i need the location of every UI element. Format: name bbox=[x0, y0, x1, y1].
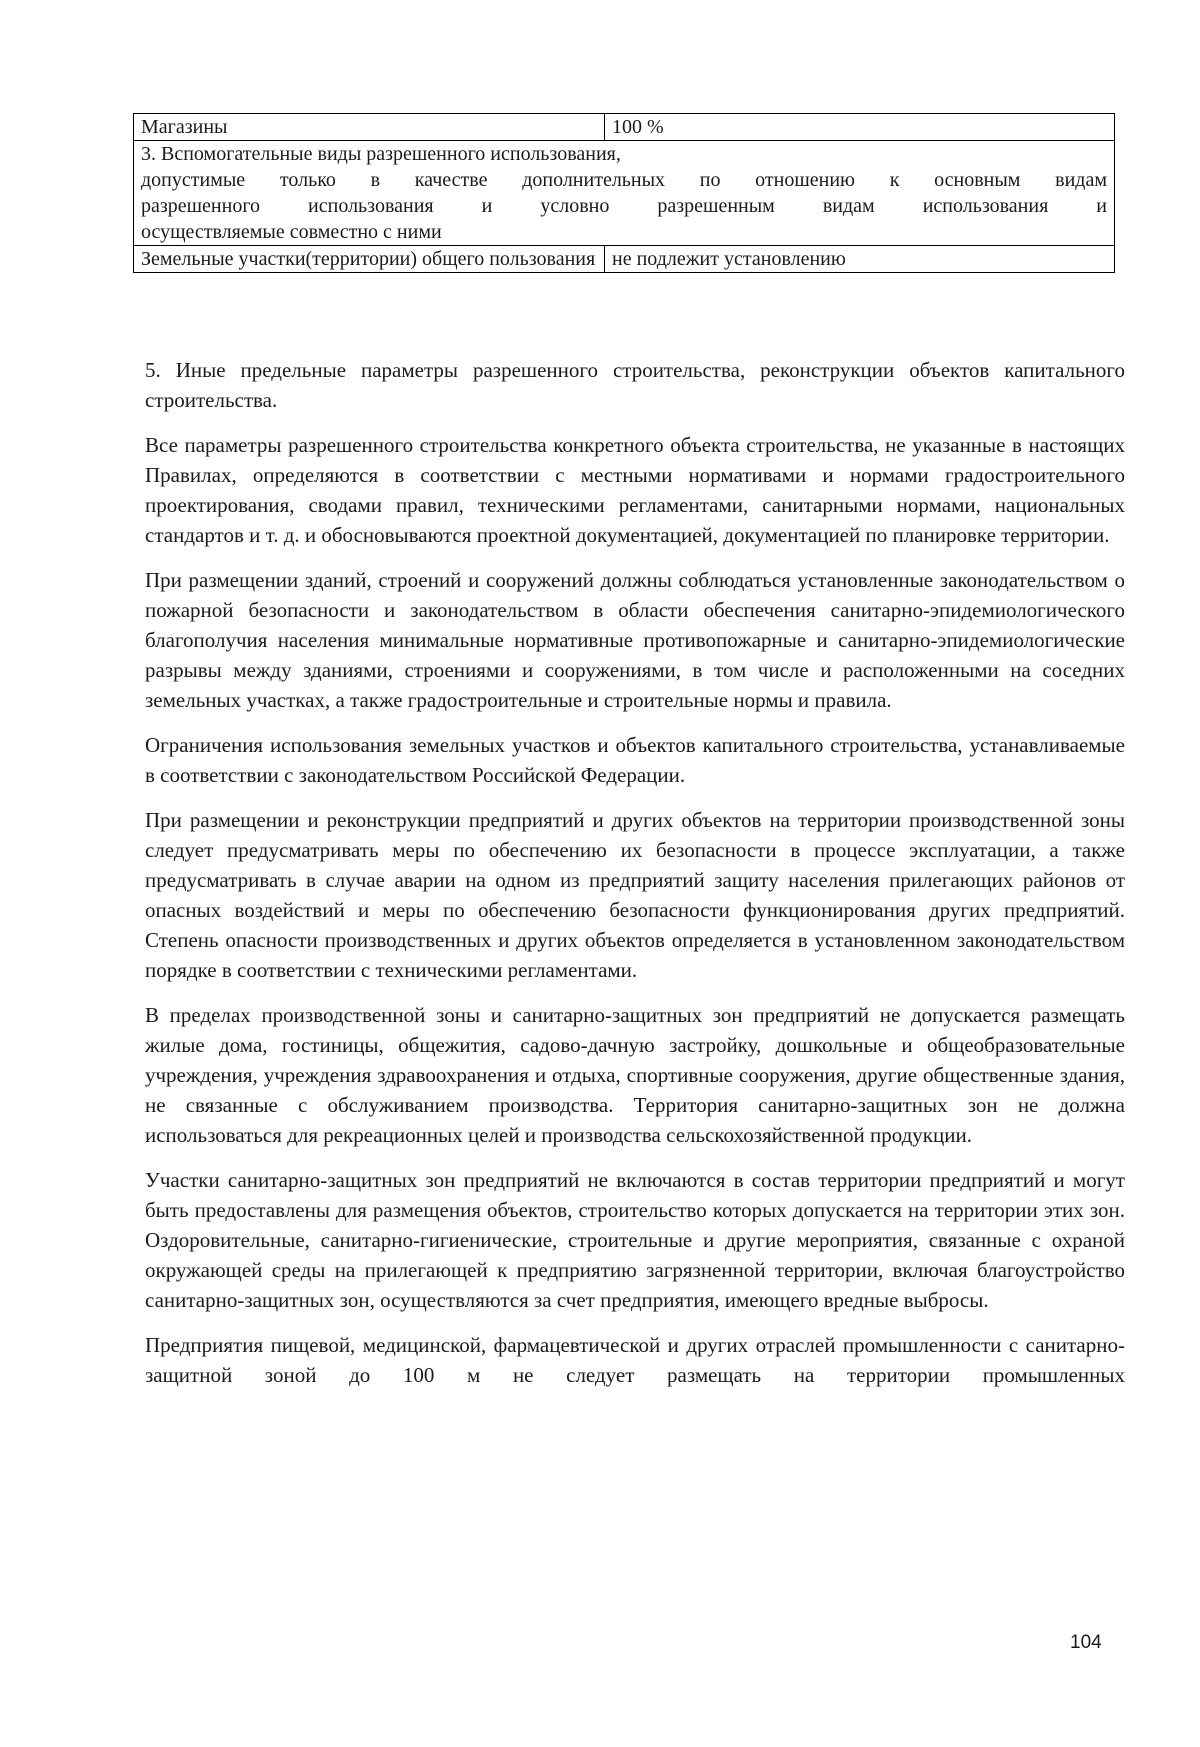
paragraph: При размещении зданий, строений и сооружений должны соблюдаться установленные законодательством о пожарной безопасности и законодательством в области обеспечения санитарно-эпидемиологического благополучия населения минимальные нормативные противопожарные и санитарно-эпидемиологические разрывы между зданиями, строениями и сооружениями, в том числе и расположенными на соседних земельных участках, а также градостроительные и строительные нормы и правила. bbox=[145, 568, 1125, 712]
section-heading-line: 3. Вспомогательные виды разрешенного использования, bbox=[141, 143, 621, 165]
table-row bbox=[134, 246, 1115, 273]
paragraph: Ограничения использования земельных участков и объектов капитального строительства, устанавливаемые в соответствии с законодательством Российской Федерации. bbox=[145, 733, 1125, 787]
paragraph: Все параметры разрешенного строительства конкретного объекта строительства, не указанные в настоящих Правилах, определяются в соответствии с местными нормативами и нормами градостроительного проектирования, сводами правил, техническими регламентами, санитарными нормами, национальных стандартов и т. д. и обосновываются проектной документацией, документацией по планировке территории. bbox=[145, 433, 1125, 547]
page-number: 104 bbox=[1070, 1632, 1102, 1653]
table-row bbox=[134, 141, 1115, 246]
table-cell-use-type: Магазины bbox=[134, 114, 605, 141]
paragraph: Предприятия пищевой, медицинской, фармацевтической и других отраслей промышленности с санитарно-защитной зоной до 100 м не следует размещать на территории промышленных bbox=[145, 1333, 1125, 1387]
paragraph: 5. Иные предельные параметры разрешенного строительства, реконструкции объектов капитального строительства. bbox=[145, 358, 1125, 412]
paragraph: При размещении и реконструкции предприятий и других объектов на территории производственной зоны следует предусматривать меры по обеспечению их безопасности в процессе эксплуатации, а также предусматривать в случае аварии на одном из предприятий защиту населения прилегающих районов от опасных воздействий и меры по обеспечению безопасности функционирования других предприятий. Степень опасности производственных и других объектов определяется в установленном законодательством порядке в соответствии с техническими регламентами. bbox=[145, 808, 1125, 982]
zoning-table bbox=[133, 113, 1115, 273]
table-cell-value: не подлежит установлению bbox=[605, 246, 1115, 273]
table-cell-value: 100 % bbox=[605, 114, 1115, 141]
section-heading-line: осуществляемые совместно с ними bbox=[141, 221, 442, 243]
paragraph: Участки санитарно-защитных зон предприятий не включаются в состав территории предприятий и могут быть предоставлены для размещения объектов, строительство которых допускается на территории этих зон. Оздоровительные, санитарно-гигиенические, строительные и другие мероприятия, связанные с охраной окружающей среды на прилегающей к предприятию загрязненной территории, включая благоустройство санитарно-защитных зон, осуществляются за счет предприятия, имеющего вредные выбросы. bbox=[145, 1168, 1125, 1312]
section-heading-line: разрешенного использования и условно разрешенным видам использования и bbox=[141, 195, 1107, 217]
body-text bbox=[145, 355, 1125, 1405]
table-cell-use-type: Земельные участки(территории) общего пользования bbox=[134, 246, 605, 273]
section-heading-line: допустимые только в качестве дополнительных по отношению к основным видам bbox=[141, 169, 1107, 191]
paragraph: В пределах производственной зоны и санитарно-защитных зон предприятий не допускается размещать жилые дома, гостиницы, общежития, садово-дачную застройку, дошкольные и общеобразовательные учреждения, учреждения здравоохранения и отдыха, спортивные сооружения, другие общественные здания, не связанные с обслуживанием производства. Территория санитарно-защитных зон не должна использоваться для рекреационных целей и производства сельскохозяйственной продукции. bbox=[145, 1003, 1125, 1147]
table-row bbox=[134, 114, 1115, 141]
table-section-heading bbox=[134, 141, 1115, 246]
